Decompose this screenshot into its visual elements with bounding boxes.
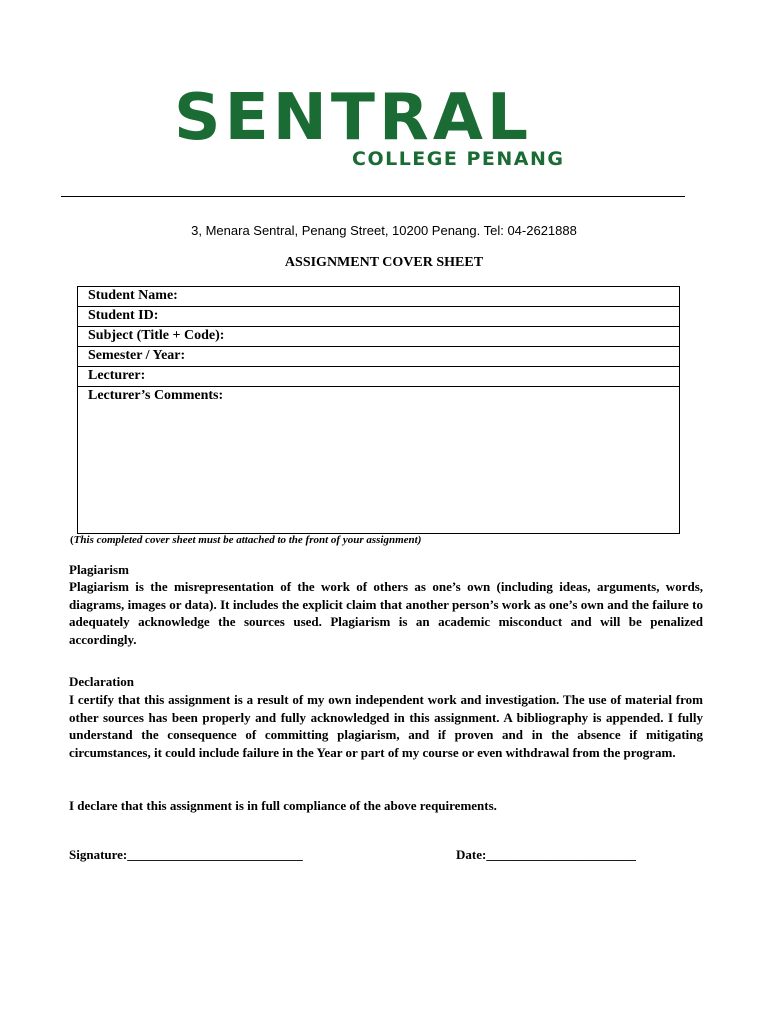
student-name-field[interactable]: Student Name: (78, 287, 680, 307)
form-row-lecturer (78, 367, 680, 387)
page-title: ASSIGNMENT COVER SHEET (284, 255, 484, 270)
form-row-student-id (78, 307, 680, 327)
header-divider (61, 196, 685, 197)
college-address: 3, Menara Sentral, Penang Street, 10200 Penang. Tel: 04-2621888 (191, 223, 577, 238)
logo-subtitle: COLLEGE PENANG (352, 148, 565, 170)
form-row-subject (78, 327, 680, 347)
lecturer-field[interactable]: Lecturer: (78, 367, 680, 387)
form-row-semester-year (78, 347, 680, 367)
attach-note-text: This completed cover sheet must be attached to the front of your assignment) (73, 534, 422, 546)
subject-field[interactable]: Subject (Title + Code): (78, 327, 680, 347)
declaration-heading: Declaration (69, 674, 134, 689)
attach-note (70, 533, 421, 547)
date-field[interactable]: Date:_______________________ (456, 847, 636, 862)
signature-field[interactable]: Signature:___________________________ (69, 847, 303, 862)
lecturer-comments-field[interactable]: Lecturer’s Comments: (78, 387, 680, 534)
attach-note-paren: ( (70, 534, 74, 546)
plagiarism-text: Plagiarism is the misrepresentation of the work of others as one’s own (including ideas, arguments, words, diagrams, images or data). It includes the explicit claim that another person’s work as one’s own and the failure to adequately acknowledge the sources used. Plagiarism is an academic misconduct and will be penalized accordingly. (69, 579, 703, 647)
form-row-student-name (78, 287, 680, 307)
semester-year-field[interactable]: Semester / Year: (78, 347, 680, 367)
declaration-text: I certify that this assignment is a result of my own independent work and investigation. The use of material from other sources has been properly and fully acknowledged in this assignment. A bibliography is appended. I fully understand the consequence of committing plagiarism, and if proven and in the absence if mitigating circumstances, it could include failure in the Year or part of my course or even withdrawal from the program. (69, 692, 703, 760)
sentral-college-logo (170, 81, 586, 174)
cover-sheet-form (77, 286, 680, 534)
form-row-lecturer-comments (78, 387, 680, 534)
plagiarism-heading: Plagiarism (69, 562, 129, 577)
student-id-field[interactable]: Student ID: (78, 307, 680, 327)
logo-wordmark: SENTRAL (174, 81, 533, 155)
compliance-statement: I declare that this assignment is in full compliance of the above requirements. (69, 798, 497, 813)
